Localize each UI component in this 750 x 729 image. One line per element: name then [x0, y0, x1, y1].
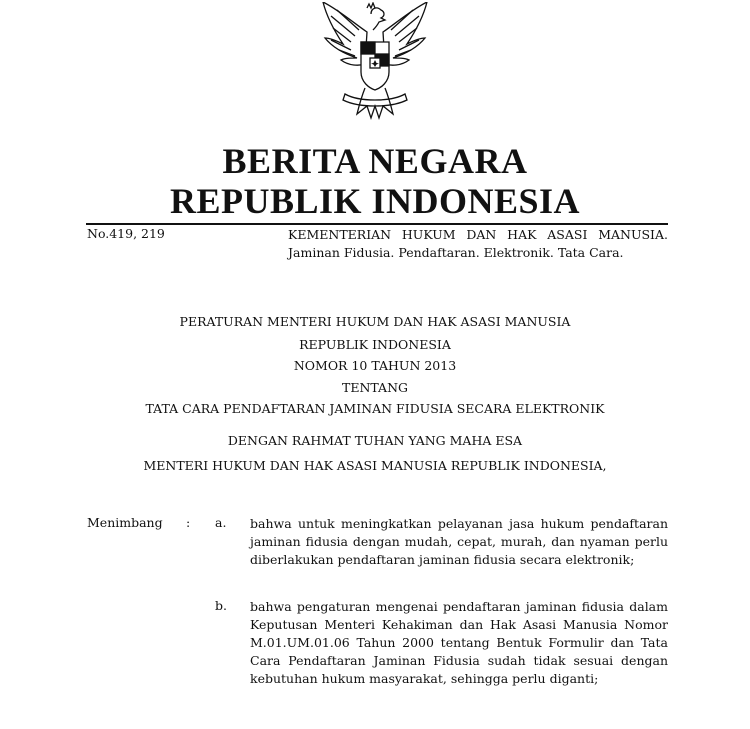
gazette-title-line1: BERITA NEGARA — [222, 141, 528, 181]
gazette-title-line2: REPUBLIK INDONESIA — [169, 181, 581, 221]
considering-colon: : — [186, 515, 191, 530]
considering-item-letter: a. — [215, 515, 227, 530]
regulation-subject: TATA CARA PENDAFTARAN JAMINAN FIDUSIA SECARA ELEKTRONIK — [145, 401, 605, 416]
gazette-keywords: KEMENTERIAN HUKUM DAN HAK ASASI MANUSIA. Jaminan Fidusia. Pendaftaran. Elektronik. Tata Cara. — [288, 227, 668, 260]
considering-item-text: bahwa pengaturan mengenai pendaftaran jaminan fidusia dalam Keputusan Menteri Kehakiman dan Hak Asasi Manusia Nomor M.01.UM.01.06 Tahun 2000 tentang Bentuk Formulir dan Tata Cara Pendaftaran Jaminan Fidusia sudah tidak sesuai dengan kebutuhan hukum masyarakat, sehingga perlu diganti; — [250, 599, 668, 686]
regulation-blessing: DENGAN RAHMAT TUHAN YANG MAHA ESA — [227, 433, 523, 448]
regulation-title-line1: PERATURAN MENTERI HUKUM DAN HAK ASASI MANUSIA — [179, 314, 571, 329]
garuda-emblem-icon — [315, 2, 435, 122]
considering-item-text: bahwa untuk meningkatkan pelayanan jasa hukum pendaftaran jaminan fidusia dengan mudah, cepat, murah, dan nyaman perlu diberlakukan pendaftaran jaminan fidusia secara elektronik; — [250, 516, 668, 567]
regulation-about: TENTANG — [341, 380, 408, 395]
header-divider — [86, 223, 668, 225]
regulation-issuer: MENTERI HUKUM DAN HAK ASASI MANUSIA REPUBLIK INDONESIA, — [143, 458, 607, 473]
considering-item-letter: b. — [215, 598, 227, 613]
considering-label: Menimbang — [87, 515, 163, 530]
gazette-number: No.419, 219 — [87, 226, 165, 241]
regulation-title-line2: REPUBLIK INDONESIA — [299, 337, 451, 352]
regulation-number: NOMOR 10 TAHUN 2013 — [293, 358, 457, 373]
